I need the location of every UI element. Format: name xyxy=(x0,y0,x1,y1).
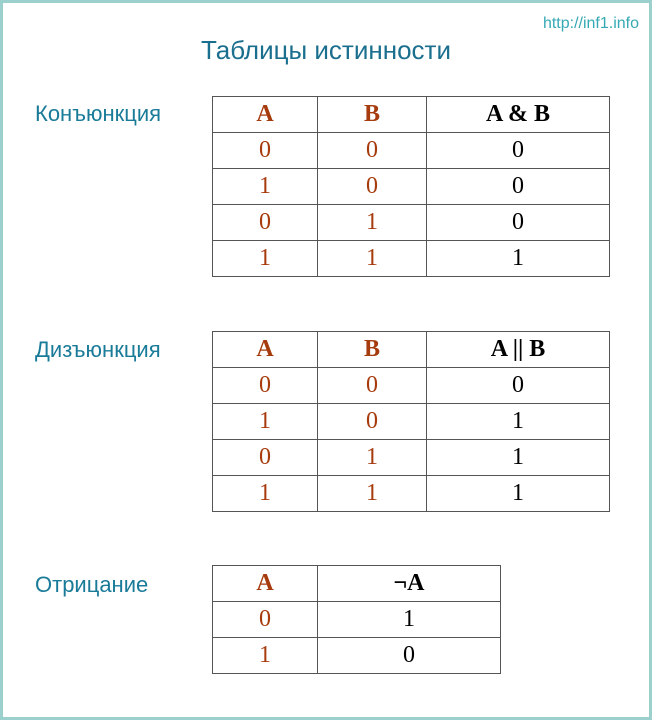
table-row xyxy=(213,602,501,638)
cell-b: 0 xyxy=(318,368,427,404)
conjunction-label: Конъюнкция xyxy=(35,101,162,126)
header-a: A xyxy=(213,332,318,368)
cell-a: 1 xyxy=(213,169,318,205)
table-header-row xyxy=(213,566,501,602)
negation-table xyxy=(212,565,501,674)
cell-result: 1 xyxy=(427,404,610,440)
cell-b: 0 xyxy=(318,404,427,440)
site-url[interactable]: http://inf1.info xyxy=(542,15,639,32)
cell-result: 0 xyxy=(427,368,610,404)
cell-a: 0 xyxy=(213,205,318,241)
page-title: Таблицы истинности xyxy=(201,35,451,65)
header-b: B xyxy=(318,97,427,133)
cell-b: 1 xyxy=(318,476,427,512)
cell-a: 1 xyxy=(213,241,318,277)
cell-a: 0 xyxy=(213,440,318,476)
cell-result: 1 xyxy=(427,476,610,512)
table-header-row xyxy=(213,332,610,368)
header-result: A || B xyxy=(427,332,610,368)
cell-a: 1 xyxy=(213,404,318,440)
cell-result: 1 xyxy=(427,440,610,476)
cell-a: 0 xyxy=(213,368,318,404)
cell-result: 0 xyxy=(427,133,610,169)
table-row xyxy=(213,638,501,674)
negation-label: Отрицание xyxy=(35,572,149,597)
table-row xyxy=(213,476,610,512)
cell-b: 1 xyxy=(318,205,427,241)
table-row xyxy=(213,368,610,404)
cell-result: 1 xyxy=(427,241,610,277)
header-a: A xyxy=(213,97,318,133)
table-row xyxy=(213,241,610,277)
cell-result: 0 xyxy=(427,169,610,205)
table-row xyxy=(213,205,610,241)
disjunction-table xyxy=(212,331,610,512)
header-a: A xyxy=(213,566,318,602)
disjunction-label: Дизъюнкция xyxy=(35,337,161,362)
header-b: B xyxy=(318,332,427,368)
header-result: ¬A xyxy=(318,566,501,602)
cell-result: 1 xyxy=(318,602,501,638)
table-row xyxy=(213,169,610,205)
table-row xyxy=(213,440,610,476)
table-header-row xyxy=(213,97,610,133)
header-result: A & B xyxy=(427,97,610,133)
cell-b: 0 xyxy=(318,133,427,169)
cell-b: 1 xyxy=(318,440,427,476)
cell-result: 0 xyxy=(318,638,501,674)
cell-a: 1 xyxy=(213,476,318,512)
table-row xyxy=(213,133,610,169)
table-row xyxy=(213,404,610,440)
cell-a: 0 xyxy=(213,133,318,169)
cell-a: 1 xyxy=(213,638,318,674)
cell-b: 0 xyxy=(318,169,427,205)
conjunction-table xyxy=(212,96,610,277)
cell-a: 0 xyxy=(213,602,318,638)
cell-result: 0 xyxy=(427,205,610,241)
cell-b: 1 xyxy=(318,241,427,277)
